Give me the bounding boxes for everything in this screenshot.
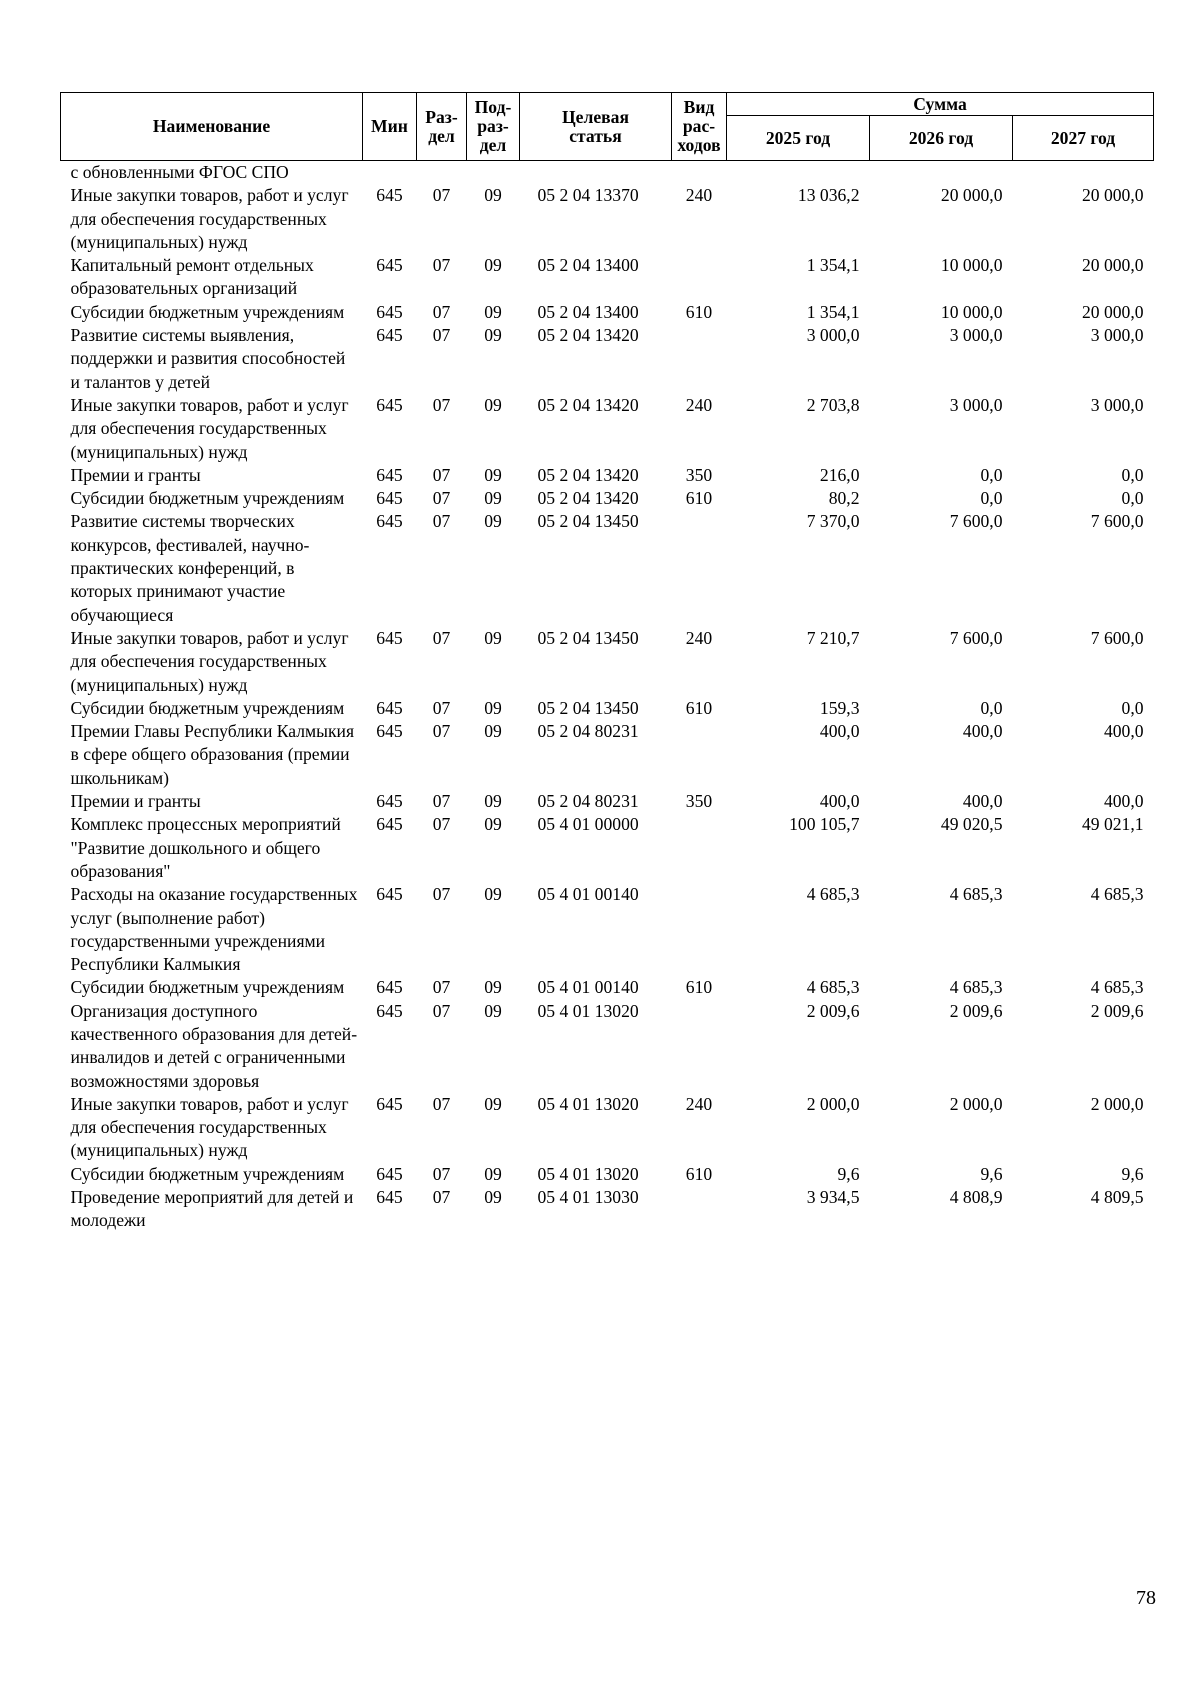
cell-name: Проведение мероприятий для детей и молодежи: [70, 1187, 354, 1231]
cell-2025: 13 036,2: [797, 185, 860, 206]
cell-min: 645: [376, 488, 403, 509]
cell-podrazdel: 09: [484, 1187, 502, 1208]
table-header: [61, 93, 1154, 161]
cell-razdel: 07: [432, 301, 451, 322]
cell-podrazdel: 09: [484, 511, 502, 532]
cell-name: Комплекс процессных мероприятий "Развитие дошкольного и общего образования": [70, 814, 341, 881]
table-row: [61, 464, 1154, 487]
table-row: [61, 976, 1154, 999]
cell-2025: 216,0: [819, 464, 860, 485]
cell-celevaya-statya: 05 2 04 80231: [537, 721, 639, 742]
cell-razdel: 07: [432, 1093, 451, 1114]
cell-vid-rashodov: 610: [685, 488, 713, 509]
cell-2026: 7 600,0: [949, 511, 1003, 532]
cell-min: 645: [376, 464, 403, 485]
cell-name: с обновленными ФГОС СПО: [70, 162, 289, 182]
cell-2027: 0,0: [1121, 464, 1144, 485]
cell-celevaya-statya: 05 4 01 13020: [537, 1163, 639, 1184]
cell-2026: 7 600,0: [949, 627, 1003, 648]
cell-name: Развитие системы выявления, поддержки и развития способностей и талантов у детей: [70, 325, 346, 392]
cell-2025: 9,6: [837, 1163, 860, 1184]
cell-celevaya-statya: 05 2 04 80231: [537, 791, 639, 812]
cell-2025: 2 703,8: [806, 394, 860, 415]
cell-2027: 9,6: [1121, 1163, 1144, 1184]
cell-celevaya-statya: 05 2 04 13370: [537, 185, 639, 206]
cell-podrazdel: 09: [484, 977, 502, 998]
header-razdel: Раз- дел: [417, 93, 467, 161]
cell-podrazdel: 09: [484, 1163, 502, 1184]
cell-name: Иные закупки товаров, работ и услуг для обеспечения государственных (муниципальных) нужд: [70, 394, 349, 462]
cell-2026: 0,0: [980, 464, 1003, 485]
table-row: [61, 627, 1154, 697]
cell-min: 645: [376, 721, 403, 742]
cell-2025: 1 354,1: [806, 255, 860, 276]
cell-2026: 0,0: [980, 697, 1003, 718]
table-row: [61, 324, 1154, 394]
cell-2027: 4 685,3: [1090, 977, 1144, 998]
cell-min: 645: [376, 697, 403, 718]
cell-2025: 4 685,3: [806, 884, 860, 905]
cell-razdel: 07: [432, 464, 451, 485]
cell-2026: 20 000,0: [940, 185, 1003, 206]
cell-celevaya-statya: 05 2 04 13420: [537, 325, 639, 346]
cell-2026: 9,6: [980, 1163, 1003, 1184]
cell-2026: 4 685,3: [949, 977, 1003, 998]
cell-razdel: [417, 161, 467, 185]
cell-celevaya-statya: 05 2 04 13420: [537, 488, 639, 509]
cell-2026: 0,0: [980, 488, 1003, 509]
cell-min: 645: [376, 1093, 403, 1114]
cell-min: 645: [376, 1000, 403, 1021]
cell-2026: 3 000,0: [949, 394, 1003, 415]
cell-celevaya-statya: 05 2 04 13400: [537, 255, 639, 276]
cell-razdel: 07: [432, 255, 451, 276]
table-row: [61, 301, 1154, 324]
table-row: [61, 394, 1154, 464]
table-row: [61, 883, 1154, 976]
cell-min: 645: [376, 814, 403, 835]
cell-name: Расходы на оказание государственных услуг (выполнение работ) государственными учреждениями Республики Калмыкия: [70, 884, 358, 975]
cell-vid-rashodov: [672, 324, 727, 394]
cell-celevaya-statya: 05 4 01 00000: [537, 814, 639, 835]
cell-2027: 4 685,3: [1090, 884, 1144, 905]
header-year-2025: 2025 год: [727, 116, 870, 161]
cell-min: 645: [376, 791, 403, 812]
table-row: [61, 254, 1154, 301]
cell-min: 645: [376, 325, 403, 346]
cell-name: Премии и гранты: [70, 791, 201, 812]
table-row: [61, 697, 1154, 720]
cell-name: Развитие системы творческих конкурсов, фестивалей, научно-практических конференций, в которых принимают участие обучающиеся: [70, 511, 310, 625]
cell-vid-rashodov: [672, 161, 727, 185]
cell-celevaya-statya: 05 4 01 00140: [537, 884, 639, 905]
cell-razdel: 07: [432, 791, 451, 812]
cell-razdel: 07: [432, 697, 451, 718]
table-row: [61, 1000, 1154, 1093]
cell-podrazdel: [467, 161, 520, 185]
cell-razdel: 07: [432, 977, 451, 998]
cell-vid-rashodov: [672, 510, 727, 626]
cell-2027: 2 009,6: [1090, 1000, 1144, 1021]
cell-vid-rashodov: [672, 883, 727, 976]
cell-vid-rashodov: 240: [685, 627, 713, 648]
cell-min: 645: [376, 511, 403, 532]
cell-vid-rashodov: [672, 254, 727, 301]
cell-celevaya-statya: 05 2 04 13400: [537, 301, 639, 322]
table-body: [61, 161, 1154, 1233]
cell-name: Иные закупки товаров, работ и услуг для обеспечения государственных (муниципальных) нужд: [70, 185, 349, 252]
cell-2027: 20 000,0: [1081, 301, 1144, 322]
cell-min: 645: [376, 1187, 403, 1208]
table-row: [61, 1163, 1154, 1186]
cell-name: Субсидии бюджетным учреждениям: [70, 1163, 345, 1184]
table-row: [61, 813, 1154, 883]
cell-podrazdel: 09: [484, 488, 502, 509]
table-row: [61, 1093, 1154, 1163]
cell-2025: 159,3: [819, 697, 860, 718]
cell-razdel: 07: [432, 627, 451, 648]
cell-razdel: 07: [432, 721, 451, 742]
cell-2026: 4 685,3: [949, 884, 1003, 905]
cell-min: 645: [376, 627, 403, 648]
cell-podrazdel: 09: [484, 301, 502, 322]
cell-razdel: 07: [432, 1163, 451, 1184]
cell-razdel: 07: [432, 394, 451, 415]
cell-podrazdel: 09: [484, 884, 502, 905]
cell-2025: 7 370,0: [806, 511, 860, 532]
cell-2027: 400,0: [1103, 791, 1144, 812]
cell-razdel: 07: [432, 185, 451, 206]
cell-2026: 4 808,9: [949, 1187, 1003, 1208]
cell-2027: 20 000,0: [1081, 255, 1144, 276]
cell-name: Иные закупки товаров, работ и услуг для обеспечения государственных (муниципальных) нужд: [70, 627, 349, 695]
cell-razdel: 07: [432, 1000, 451, 1021]
cell-min: 645: [376, 977, 403, 998]
cell-celevaya-statya: [520, 161, 672, 185]
cell-name: Субсидии бюджетным учреждениям: [70, 697, 345, 718]
cell-vid-rashodov: 610: [685, 977, 713, 998]
cell-2025: 2 009,6: [806, 1000, 860, 1021]
header-celevaya-statya: Целевая статья: [520, 93, 672, 161]
cell-2027: 3 000,0: [1090, 325, 1144, 346]
cell-2025: 100 105,7: [789, 814, 860, 835]
cell-name: Субсидии бюджетным учреждениям: [70, 301, 345, 322]
cell-vid-rashodov: 350: [685, 791, 713, 812]
cell-name: Премии Главы Республики Калмыкия в сфере общего образования (премии школьникам): [70, 721, 355, 788]
cell-celevaya-statya: 05 4 01 13020: [537, 1093, 639, 1114]
cell-2026: 49 020,5: [940, 814, 1003, 835]
cell-razdel: 07: [432, 884, 451, 905]
cell-vid-rashodov: 610: [685, 301, 713, 322]
cell-2027: 400,0: [1103, 721, 1144, 742]
cell-min: [363, 161, 417, 185]
cell-vid-rashodov: 240: [685, 1093, 713, 1114]
table-row: [61, 510, 1154, 626]
cell-name: Организация доступного качественного образования для детей-инвалидов и детей с ограниченными возможностями здоровья: [70, 1000, 358, 1091]
header-vid-rashodov: Вид рас- ходов: [672, 93, 727, 161]
header-name: Наименование: [61, 93, 363, 161]
cell-celevaya-statya: 05 4 01 00140: [537, 977, 639, 998]
cell-razdel: 07: [432, 814, 451, 835]
cell-razdel: 07: [432, 511, 451, 532]
cell-vid-rashodov: 610: [685, 1163, 713, 1184]
cell-podrazdel: 09: [484, 697, 502, 718]
cell-2026: 400,0: [962, 791, 1003, 812]
cell-podrazdel: 09: [484, 1093, 502, 1114]
cell-podrazdel: 09: [484, 721, 502, 742]
cell-celevaya-statya: 05 2 04 13450: [537, 627, 639, 648]
cell-vid-rashodov: [672, 1186, 727, 1233]
cell-2027: 0,0: [1121, 488, 1144, 509]
header-podrazdel: Под- раз- дел: [467, 93, 520, 161]
cell-podrazdel: 09: [484, 1000, 502, 1021]
cell-2027: 4 809,5: [1090, 1187, 1144, 1208]
cell-2027: [1013, 161, 1154, 185]
cell-2026: 3 000,0: [949, 325, 1003, 346]
budget-table: [60, 92, 1154, 1233]
cell-2025: 3 934,5: [806, 1187, 860, 1208]
cell-name: Премии и гранты: [70, 464, 201, 485]
cell-2025: 4 685,3: [806, 977, 860, 998]
cell-2026: 10 000,0: [940, 255, 1003, 276]
cell-2025: 3 000,0: [806, 325, 860, 346]
header-summa: Сумма: [727, 93, 1154, 116]
cell-2026: 2 009,6: [949, 1000, 1003, 1021]
cell-2027: 2 000,0: [1090, 1093, 1144, 1114]
cell-razdel: 07: [432, 1187, 451, 1208]
table-row: [61, 720, 1154, 790]
header-year-2026: 2026 год: [870, 116, 1013, 161]
cell-2026: 2 000,0: [949, 1093, 1003, 1114]
header-min: Мин: [363, 93, 417, 161]
cell-2027: 0,0: [1121, 697, 1144, 718]
cell-celevaya-statya: 05 2 04 13450: [537, 697, 639, 718]
cell-celevaya-statya: 05 2 04 13420: [537, 464, 639, 485]
table-row: [61, 790, 1154, 813]
cell-podrazdel: 09: [484, 325, 502, 346]
table-row: [61, 487, 1154, 510]
cell-name: Субсидии бюджетным учреждениям: [70, 977, 345, 998]
budget-page: [60, 92, 1153, 1233]
cell-vid-rashodov: [672, 720, 727, 790]
cell-vid-rashodov: 240: [685, 185, 713, 206]
cell-2025: 7 210,7: [806, 627, 860, 648]
cell-min: 645: [376, 1163, 403, 1184]
cell-min: 645: [376, 301, 403, 322]
cell-podrazdel: 09: [484, 464, 502, 485]
cell-2026: 400,0: [962, 721, 1003, 742]
cell-name: Иные закупки товаров, работ и услуг для обеспечения государственных (муниципальных) нужд: [70, 1093, 349, 1161]
cell-podrazdel: 09: [484, 255, 502, 276]
cell-2025: 400,0: [819, 791, 860, 812]
cell-name: Субсидии бюджетным учреждениям: [70, 488, 345, 509]
cell-min: 645: [376, 185, 403, 206]
cell-min: 645: [376, 884, 403, 905]
cell-vid-rashodov: [672, 1000, 727, 1093]
cell-min: 645: [376, 255, 403, 276]
cell-2027: 3 000,0: [1090, 394, 1144, 415]
cell-2027: 49 021,1: [1081, 814, 1144, 835]
cell-2027: 7 600,0: [1090, 627, 1144, 648]
cell-name: Капитальный ремонт отдельных образовательных организаций: [70, 255, 314, 299]
cell-vid-rashodov: [672, 813, 727, 883]
page-number: 78: [1136, 1587, 1156, 1609]
cell-celevaya-statya: 05 2 04 13450: [537, 511, 639, 532]
cell-2025: 400,0: [819, 721, 860, 742]
cell-vid-rashodov: 610: [685, 697, 713, 718]
cell-vid-rashodov: 350: [685, 464, 713, 485]
cell-2026: [870, 161, 1013, 185]
cell-celevaya-statya: 05 2 04 13420: [537, 394, 639, 415]
cell-razdel: 07: [432, 488, 451, 509]
cell-podrazdel: 09: [484, 185, 502, 206]
header-year-2027: 2027 год: [1013, 116, 1154, 161]
cell-2027: 7 600,0: [1090, 511, 1144, 532]
cell-2025: 80,2: [828, 488, 860, 509]
cell-podrazdel: 09: [484, 627, 502, 648]
cell-2025: [727, 161, 870, 185]
cell-podrazdel: 09: [484, 814, 502, 835]
cell-2026: 10 000,0: [940, 301, 1003, 322]
table-row: [61, 184, 1154, 254]
table-row: [61, 161, 1154, 185]
cell-2027: 20 000,0: [1081, 185, 1144, 206]
cell-podrazdel: 09: [484, 791, 502, 812]
cell-celevaya-statya: 05 4 01 13030: [537, 1187, 639, 1208]
cell-2025: 2 000,0: [806, 1093, 860, 1114]
cell-celevaya-statya: 05 4 01 13020: [537, 1000, 639, 1021]
cell-2025: 1 354,1: [806, 301, 860, 322]
cell-razdel: 07: [432, 325, 451, 346]
table-row: [61, 1186, 1154, 1233]
cell-min: 645: [376, 394, 403, 415]
cell-vid-rashodov: 240: [685, 394, 713, 415]
cell-podrazdel: 09: [484, 394, 502, 415]
